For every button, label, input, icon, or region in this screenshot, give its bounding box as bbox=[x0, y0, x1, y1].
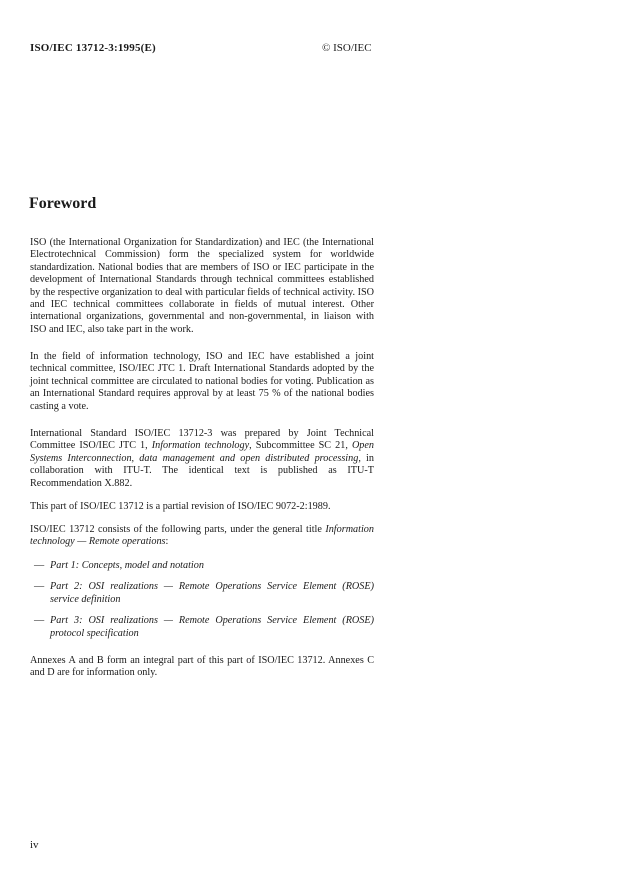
parts-list bbox=[30, 560, 374, 649]
p3-text-c: , Subcommittee SC 21, bbox=[249, 440, 352, 452]
p3-text-e: , in collaboration with ITU-T. The identical text is published as ITU-T Recommendation X.882. bbox=[30, 452, 374, 489]
paragraph-revision: This part of ISO/IEC 13712 is a partial revision of ISO/IEC 9072-2:1989. bbox=[30, 501, 331, 512]
page-title: Foreword bbox=[29, 195, 97, 212]
list-item bbox=[30, 560, 374, 572]
list-item bbox=[30, 581, 374, 606]
list-item bbox=[30, 615, 374, 640]
part-title: Part 2: OSI realizations — Remote Operations Service Element (ROSE) service definition bbox=[50, 581, 374, 605]
paragraph-preparation bbox=[30, 428, 374, 490]
list-dash: — bbox=[34, 581, 45, 593]
page-number: iv bbox=[30, 839, 39, 851]
paragraph-organizations: ISO (the International Organization for Standardization) and IEC (the International Electrotechnical Commission) form the specialized system for worldwide standardization. National bodies that are members of ISO or IEC participate in the development of International Standards through technical committees established by the respective organization to deal with particular fields of technical activity. ISO and IEC technical committees collaborate in fields of mutual interest. Other international organizations, governmental and non-governmental, in liaison with ISO and IEC, also take part in the work. bbox=[30, 237, 374, 335]
list-dash: — bbox=[34, 615, 45, 627]
paragraph-jtc1: In the field of information technology, ISO and IEC have established a joint technical committee, ISO/IEC JTC 1. Draft International Standards adopted by the joint technical committee are circulated to national bodies for voting. Publication as an International Standard requires approval by at least 75 % of the national bodies casting a vote. bbox=[30, 351, 374, 412]
document-id: ISO/IEC 13712-3:1995(E) bbox=[30, 42, 156, 54]
paragraph-annexes: Annexes A and B form an integral part of this part of ISO/IEC 13712. Annexes C and D are for information only. bbox=[30, 655, 374, 679]
p3-text-d: Open Systems Interconnection, data management and open distributed processing bbox=[30, 440, 375, 464]
list-dash: — bbox=[34, 560, 45, 571]
p5-text-b: Information technology — Remote operations bbox=[30, 524, 374, 548]
copyright-notice: © ISO/IEC bbox=[322, 42, 372, 54]
p5-text-c: : bbox=[165, 536, 169, 548]
part-title: Part 1: Concepts, model and notation bbox=[50, 560, 204, 571]
p5-text-a: ISO/IEC 13712 consists of the following parts, under the general title bbox=[30, 524, 326, 535]
p3-text-b: Information technology bbox=[151, 440, 250, 452]
p3-text-a: International Standard ISO/IEC 13712-3 was prepared by Joint Technical Committee ISO/IEC JTC 1, bbox=[30, 428, 374, 452]
paragraph-parts-intro bbox=[30, 524, 374, 549]
part-title: Part 3: OSI realizations — Remote Operations Service Element (ROSE) protocol specification bbox=[50, 615, 374, 639]
